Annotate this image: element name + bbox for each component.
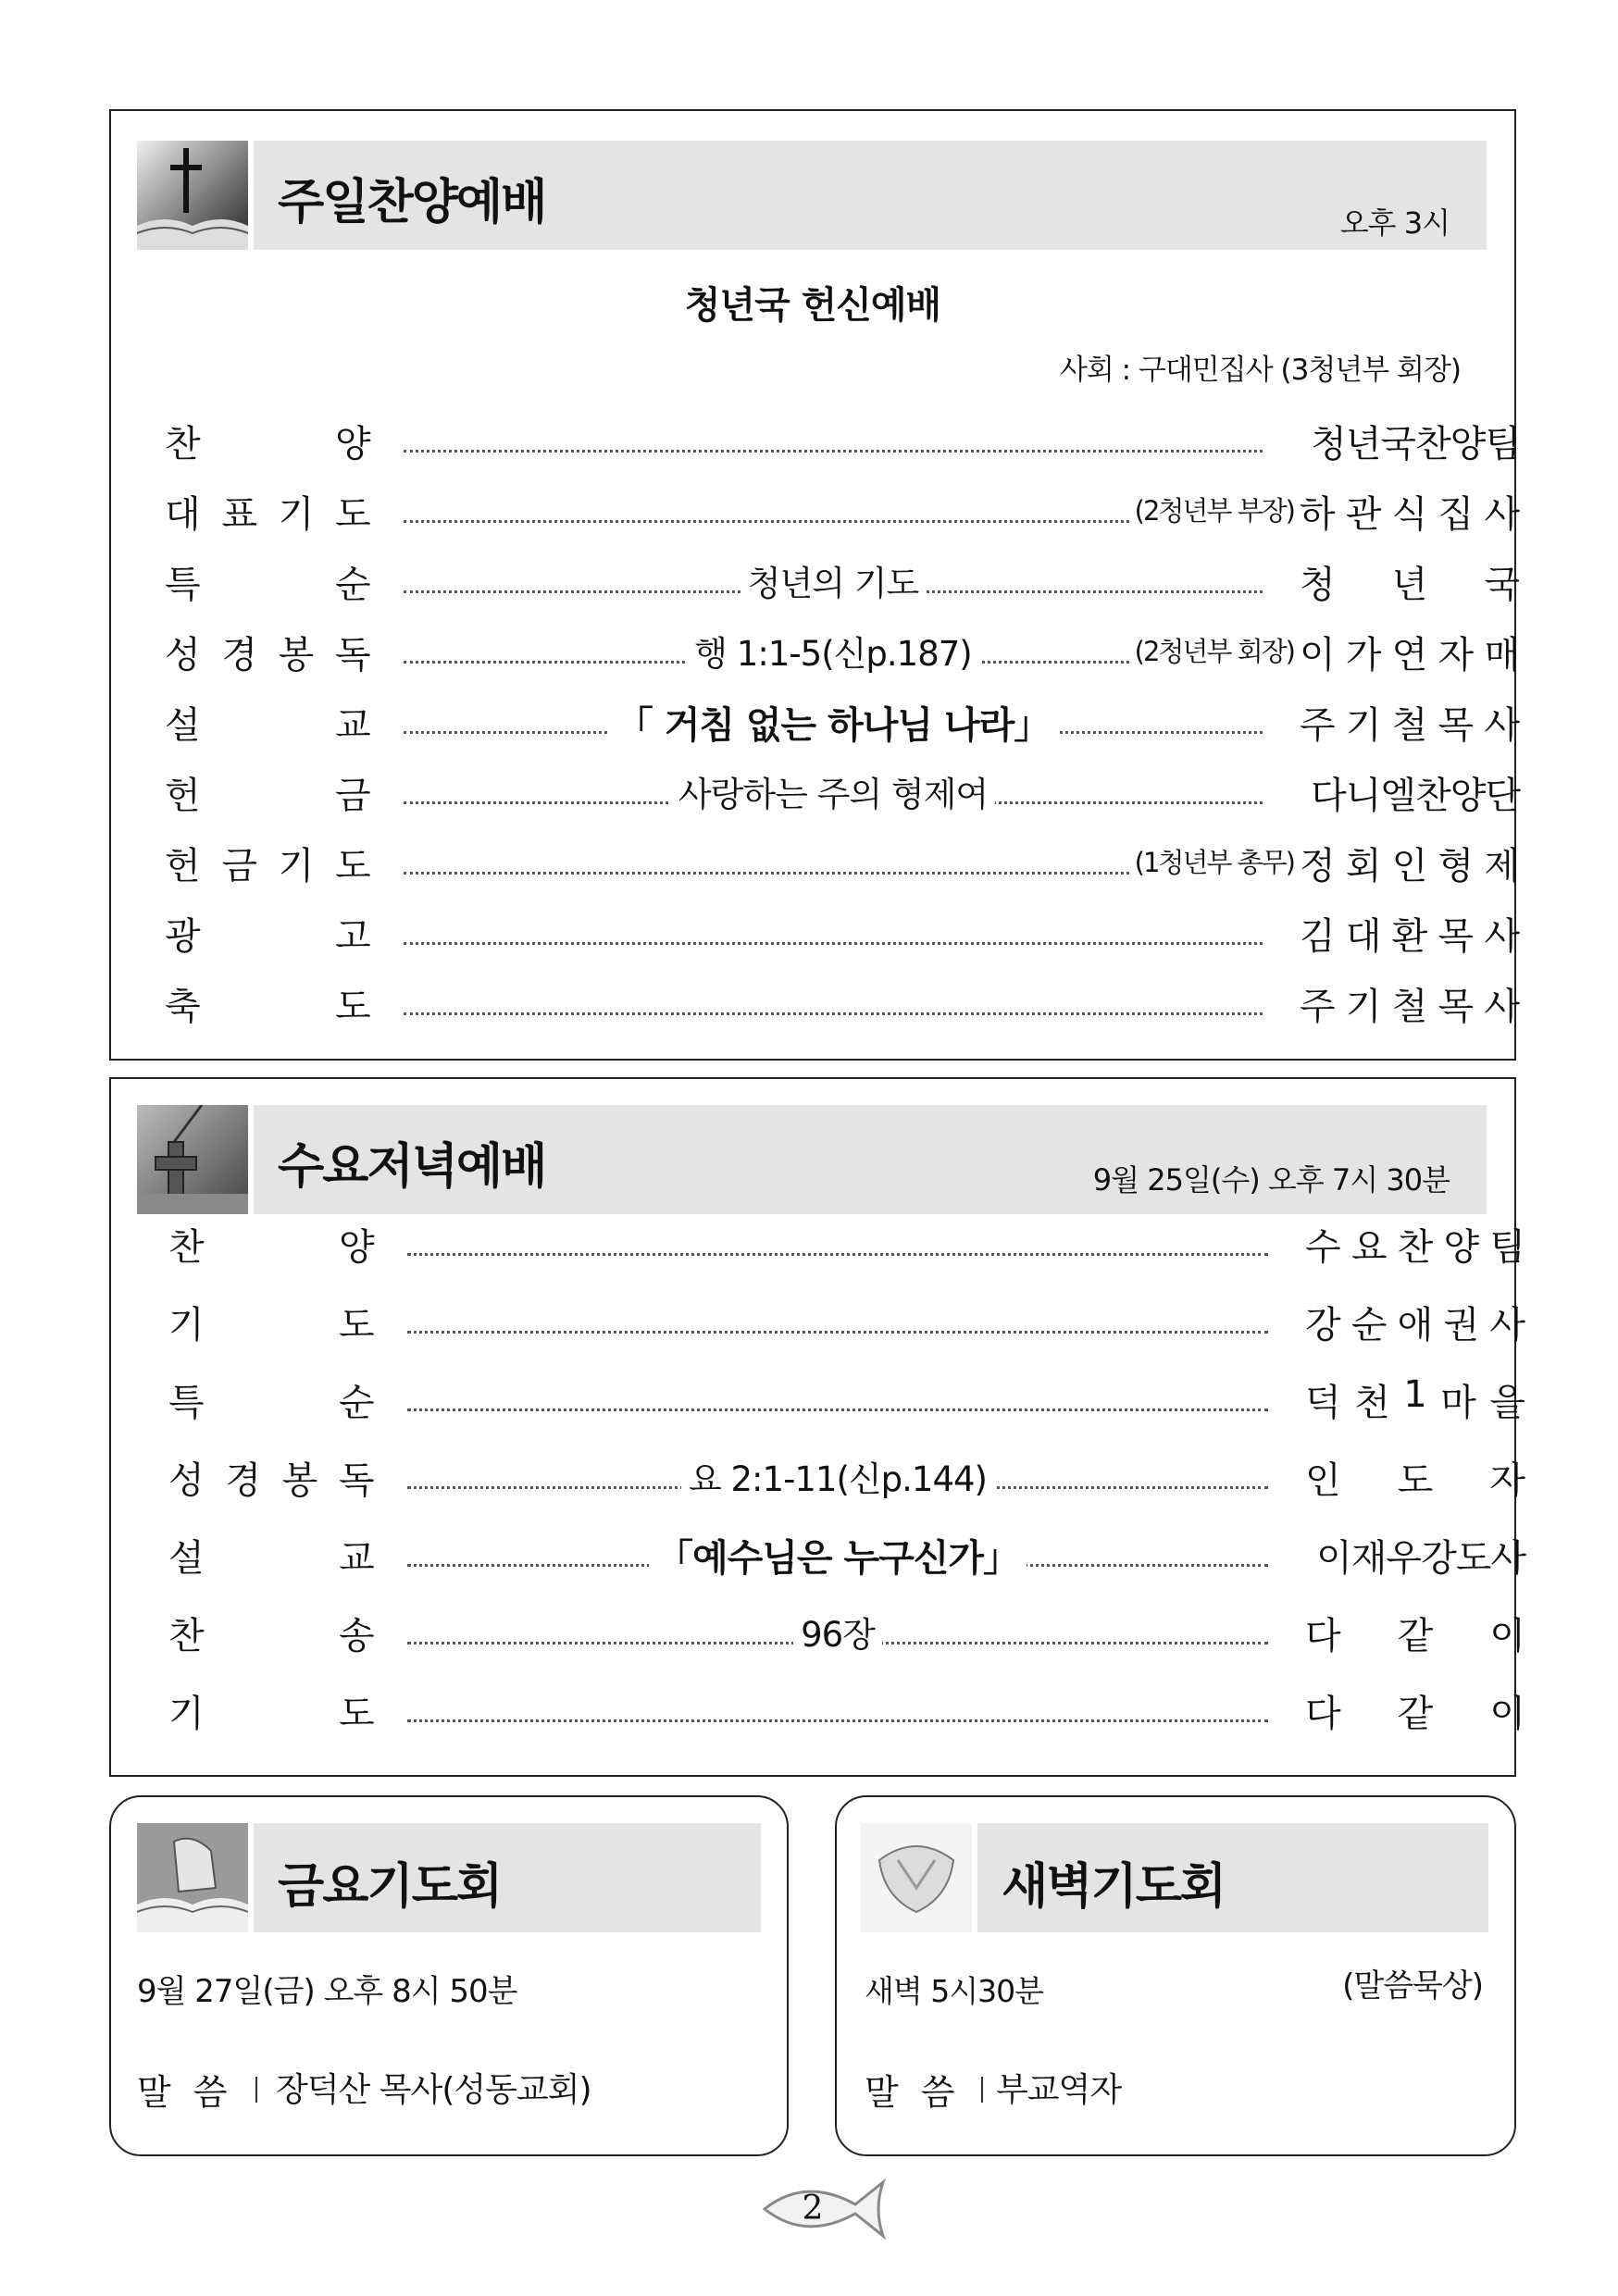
- wednesday-row-leader: [407, 1409, 1268, 1411]
- sunday-row-detail: 사랑하는 주의 형제여: [671, 775, 995, 814]
- dawn-header-bar: [977, 1823, 1488, 1932]
- wednesday-row-performer: 강 순 애 권 사: [1305, 1304, 1525, 1347]
- wednesday-title: 수요저녁예배: [278, 1139, 546, 1195]
- wednesday-row-label: 기 도: [168, 1693, 375, 1735]
- wednesday-row-leader: [407, 1331, 1268, 1334]
- wednesday-row: [168, 1451, 1525, 1521]
- dawn-time: 새벽 5시30분: [865, 1973, 1043, 2009]
- wednesday-row-label: 찬 송: [168, 1615, 375, 1657]
- wednesday-row-leader: [407, 1719, 1268, 1722]
- sunday-host: 사회 : 구대민집사 (3청년부 회장): [1059, 354, 1461, 387]
- wednesday-row-performer: 인 도 자: [1305, 1459, 1525, 1502]
- wednesday-row: [168, 1529, 1525, 1599]
- friday-date: 9월 27일(금) 오후 8시 50분: [137, 1973, 517, 2010]
- wednesday-row-performer: 이재우강도사: [1316, 1537, 1525, 1580]
- sunday-row: [165, 485, 1520, 555]
- sunday-row-performer: 다니엘찬양단: [1311, 775, 1520, 817]
- dawn-preacher: 부교역자: [996, 2071, 1122, 2109]
- wednesday-row-performer: 수 요 찬 양 팀: [1305, 1226, 1525, 1269]
- sunday-row: [165, 696, 1520, 766]
- sunday-row-performer: 정 회 인 형 제: [1300, 845, 1520, 887]
- sunday-row-note: (1청년부 총무): [1129, 842, 1294, 880]
- sunday-row: [165, 907, 1520, 977]
- sunday-row-leader: [404, 450, 1263, 453]
- sunday-row-label: 설 교: [165, 704, 371, 747]
- sunday-row: [165, 837, 1520, 907]
- wednesday-row-performer: 덕 천 1 마 을: [1305, 1373, 1525, 1424]
- sunday-row-leader: [404, 942, 1263, 945]
- sunday-row-label: 성 경 봉 독: [165, 634, 371, 676]
- friday-word-label: 말 씀: [137, 2072, 233, 2113]
- friday-title: 금요기도회: [278, 1859, 502, 1915]
- sunday-row-performer: 하 관 식 집 사: [1300, 493, 1520, 536]
- wednesday-row-label: 특 순: [168, 1382, 375, 1424]
- sunday-row-note: (2청년부 부장): [1129, 490, 1294, 528]
- sunday-row-performer: 청년국찬양팀: [1311, 423, 1520, 465]
- page-number: 2: [802, 2190, 824, 2228]
- sunday-service-box: [109, 109, 1520, 1061]
- friday-separator: [255, 2077, 257, 2103]
- praying-hands-icon: [137, 1823, 248, 1932]
- wednesday-header-bar: [254, 1105, 1487, 1214]
- sunday-row-label: 축 도: [165, 986, 371, 1028]
- dawn-title: 새벽기도회: [1002, 1859, 1226, 1915]
- friday-preacher: 장덕산 목사(성동교회): [276, 2071, 591, 2109]
- sunday-row-label: 대 표 기 도: [165, 493, 371, 536]
- sunday-title: 주일찬양예배: [278, 175, 546, 230]
- wednesday-row-detail: 「예수님은 누구신가」: [649, 1537, 1027, 1580]
- sunday-row: [165, 626, 1520, 696]
- wednesday-row: [168, 1218, 1525, 1288]
- wednesday-row-leader: [407, 1253, 1268, 1256]
- sunday-row-label: 찬 양: [165, 423, 371, 465]
- page-number-badge: [759, 2177, 887, 2241]
- sunday-row-detail: 행 1:1-5(신p.187): [687, 634, 978, 674]
- sunday-row-label: 광 고: [165, 915, 371, 958]
- sunday-row-label: 헌 금: [165, 775, 371, 817]
- sunday-row: [165, 977, 1520, 1048]
- wednesday-row: [168, 1607, 1525, 1677]
- cross-bible-icon: [137, 141, 248, 250]
- sunday-row-label: 헌 금 기 도: [165, 845, 371, 887]
- sunday-row-performer: 주 기 철 목 사: [1300, 986, 1520, 1028]
- wednesday-row-detail: 96장: [793, 1615, 882, 1655]
- sunday-row: [165, 766, 1520, 837]
- dawn-separator: [981, 2077, 983, 2103]
- wednesday-row: [168, 1373, 1525, 1444]
- sunday-row: [165, 555, 1520, 626]
- sunday-row-detail: 청년의 기도: [741, 564, 926, 603]
- sunday-row-note: (2청년부 회장): [1129, 631, 1294, 669]
- wednesday-service-box: [109, 1077, 1525, 1777]
- wednesday-row-label: 찬 양: [168, 1226, 375, 1269]
- sunday-time: 오후 3시: [1339, 205, 1450, 241]
- wednesday-row: [168, 1684, 1525, 1755]
- sunday-row-performer: 주 기 철 목 사: [1300, 704, 1520, 747]
- sunday-header-bar: [254, 141, 1487, 250]
- wednesday-row-label: 기 도: [168, 1304, 375, 1347]
- wednesday-row: [168, 1296, 1525, 1366]
- sunday-row-performer: 김 대 환 목 사: [1300, 915, 1520, 958]
- sunday-row-label: 특 순: [165, 564, 371, 606]
- clasped-hands-icon: [861, 1823, 972, 1932]
- wednesday-row-performer: 다 같 이: [1305, 1693, 1525, 1735]
- sunday-row: [165, 415, 1520, 485]
- wednesday-row-label: 성 경 봉 독: [168, 1459, 375, 1502]
- wooden-cross-icon: [137, 1105, 248, 1214]
- dawn-note: (말씀묵상): [1342, 1967, 1483, 2004]
- wednesday-row-detail: 요 2:1-11(신p.144): [681, 1459, 994, 1499]
- sunday-row-performer: 청 년 국: [1300, 564, 1520, 606]
- sunday-row-detail: 「 거침 없는 하나님 나라」: [609, 704, 1057, 747]
- dawn-word-label: 말 씀: [865, 2072, 961, 2113]
- wednesday-row-label: 설 교: [168, 1537, 375, 1580]
- wednesday-time: 9월 25일(수) 오후 7시 30분: [1092, 1162, 1450, 1198]
- sunday-row-leader: [404, 1012, 1263, 1015]
- wednesday-row-performer: 다 같 이: [1305, 1615, 1525, 1657]
- friday-prayer-box: [109, 1795, 789, 2156]
- sunday-row-performer: 이 가 연 자 매: [1300, 634, 1520, 676]
- friday-header-bar: [254, 1823, 761, 1932]
- dawn-prayer-box: [835, 1795, 1516, 2156]
- sunday-subtitle: 청년국 헌신예배: [684, 284, 941, 327]
